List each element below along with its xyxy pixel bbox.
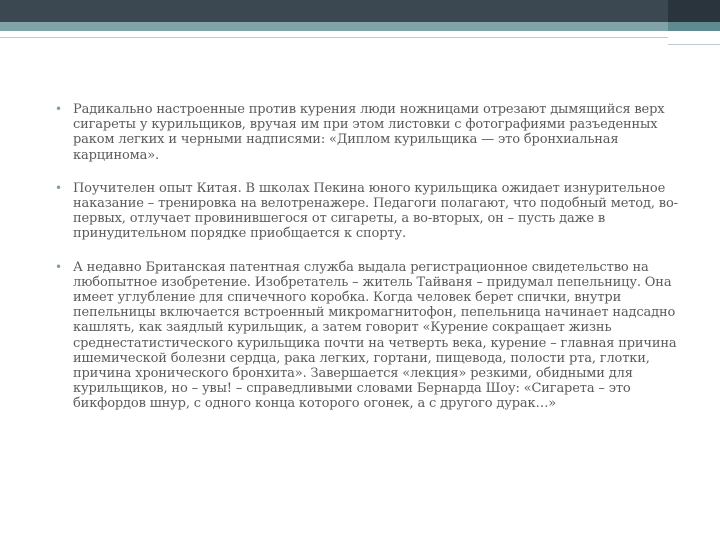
bullet-item-talking-ashtray xyxy=(55,260,680,412)
decor-line-lower xyxy=(668,44,720,45)
bullet-text: Поучителен опыт Китая. В школах Пекина юного курильщика ожидает изнурительное наказание – тренировка на велотренажере. Педагоги полагают, что подобный метод, во-первых, отлучает провинившегося от сигареты, а во-вторых, он – пусть даже в принудительном порядке приобщается к спорту. xyxy=(73,180,678,242)
bullet-text: А недавно Британская патентная служба выдала регистрационное свидетельство на любопытное изобретение. Изобретатель – житель Тайваня – придумал пепельницу. Она имеет углубление для спичечного коробка. Когда человек берет спички, внутри пепельницы включается встроенный микромагнитофон, пепельница начинает надсадно кашлять, как заядлый курильщик, а затем говорит «Курение сокращает жизнь среднестатистического курильщика почти на четверть века, курение – главная причина ишемической болезни сердца, рака легких, гортани, пищевода, полости рта, глотки, причина хронического бронхита». Завершается «лекция» резкими, обидными для курильщиков, но – увы! – справедливыми словами Бернарда Шоу: «Сигарета – это бикфордов шнур, с одного конца которого огонек, а с другого дурак…» xyxy=(73,259,677,412)
decor-line-upper xyxy=(0,37,668,38)
accent-notch xyxy=(668,22,720,31)
bullet-item-china-experience xyxy=(55,181,680,242)
bullet-marker: • xyxy=(55,259,62,274)
bullet-marker: • xyxy=(55,102,62,116)
header-corner-block xyxy=(668,0,720,22)
header-band xyxy=(0,0,720,22)
accent-band xyxy=(0,22,720,31)
bullet-text: Радикально настроенные против курения люди ножницами отрезают дымящийся верх сигареты у курильщиков, вручая им при этом листовки с фотографиями разъеденных раком легких и черными надписями: «Диплом курильщика — это бронхиальная карцинома». xyxy=(73,102,665,163)
bullet-item-ashtray-scissors xyxy=(55,102,680,163)
bullet-marker: • xyxy=(55,180,62,195)
slide-body xyxy=(55,102,680,430)
